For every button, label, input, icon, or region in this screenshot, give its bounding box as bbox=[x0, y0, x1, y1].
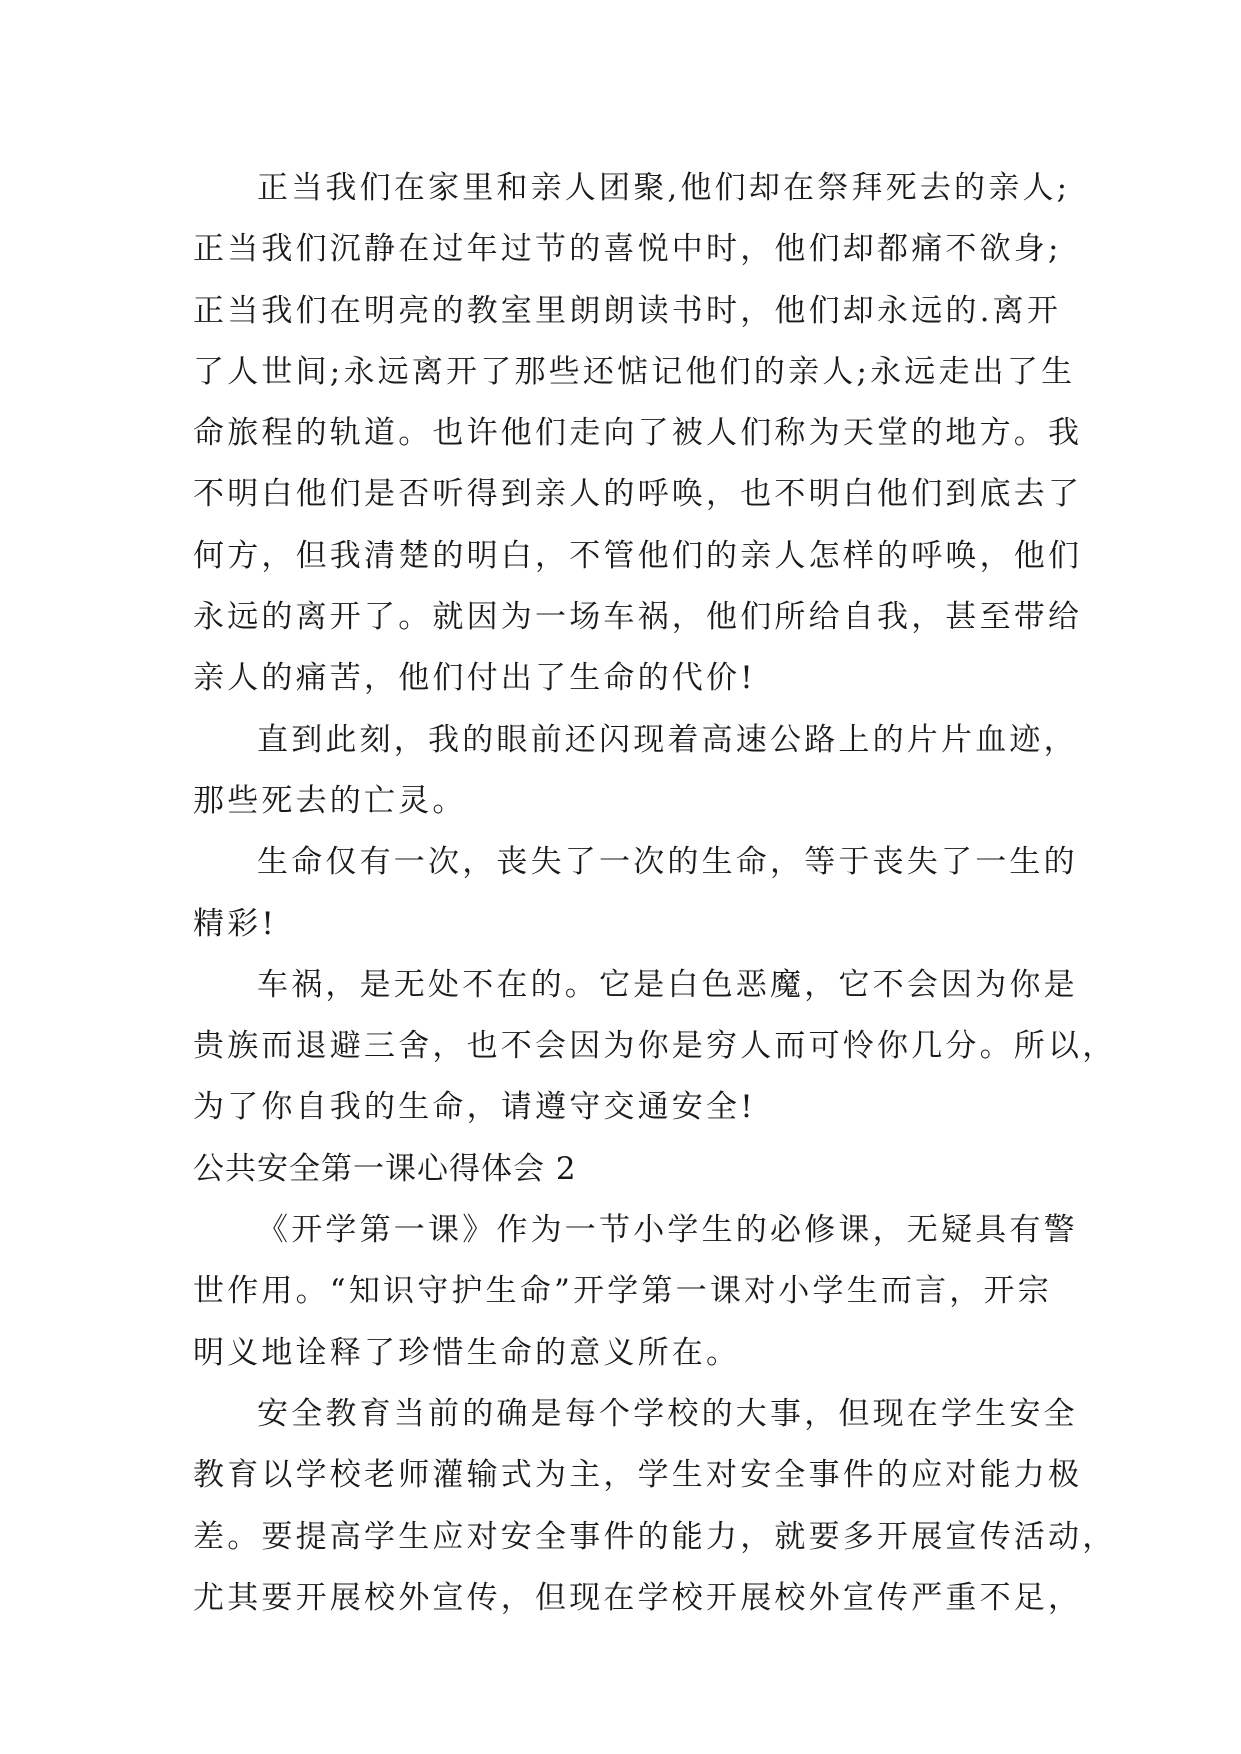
paragraph-grief bbox=[193, 158, 1083, 710]
text-line: 《开学第一课》作为一节小学生的必修课，无疑具有警 bbox=[257, 1212, 1078, 1249]
text-line: 命旅程的轨道。也许他们走向了被人们称为天堂的地方。我 bbox=[193, 415, 1083, 452]
text-line: 正当我们沉静在过年过节的喜悦中时，他们却都痛不欲身; bbox=[193, 231, 1062, 268]
text-line: 贵族而退避三舍，也不会因为你是穷人而可怜你几分。所以， bbox=[193, 1028, 1117, 1065]
text-line: 了人世间;永远离开了那些还惦记他们的亲人;永远走出了生 bbox=[193, 353, 1076, 390]
text-line: 尤其要开展校外宣传，但现在学校开展校外宣传严重不足， bbox=[193, 1579, 1083, 1616]
text-line: 直到此刻，我的眼前还闪现着高速公路上的片片血迹， bbox=[257, 721, 1078, 758]
text-line: 正当我们在明亮的教室里朗朗读书时，他们却永远的.离开 bbox=[193, 292, 1062, 329]
text-line: 永远的离开了。就因为一场车祸，他们所给自我，甚至带给 bbox=[193, 599, 1083, 636]
text-line: 何方，但我清楚的明白，不管他们的亲人怎样的呼唤，他们 bbox=[193, 537, 1083, 574]
paragraph-accident bbox=[193, 955, 1117, 1139]
text-line: 教育以学校老师灌输式为主，学生对安全事件的应对能力极 bbox=[193, 1457, 1083, 1494]
document-body bbox=[193, 158, 1117, 1629]
text-line: 亲人的痛苦，他们付出了生命的代价! bbox=[193, 660, 756, 697]
text-line: 生命仅有一次，丧失了一次的生命，等于丧失了一生的 bbox=[257, 844, 1078, 881]
paragraph-safety-education bbox=[193, 1384, 1117, 1629]
text-line: 车祸，是无处不在的。它是白色恶魔，它不会因为你是 bbox=[257, 966, 1078, 1003]
section-heading: 公共安全第一课心得体会 2 bbox=[193, 1150, 577, 1187]
text-line: 世作用。“知识守护生命”开学第一课对小学生而言，开宗 bbox=[193, 1273, 1052, 1310]
text-line: 正当我们在家里和亲人团聚,他们却在祭拜死去的亲人; bbox=[257, 170, 1071, 206]
text-line: 那些死去的亡灵。 bbox=[193, 782, 467, 819]
paragraph-memory bbox=[193, 710, 1078, 833]
text-line: 精彩! bbox=[193, 905, 278, 942]
text-line: 安全教育当前的确是每个学校的大事，但现在学生安全 bbox=[257, 1395, 1078, 1432]
paragraph-life-once bbox=[193, 832, 1078, 955]
text-line: 为了你自我的生命，请遵守交通安全! bbox=[193, 1089, 756, 1126]
text-line: 明义地诠释了珍惜生命的意义所在。 bbox=[193, 1334, 741, 1371]
paragraph-first-lesson bbox=[193, 1200, 1078, 1384]
text-line: 不明白他们是否听得到亲人的呼唤，也不明白他们到底去了 bbox=[193, 476, 1083, 513]
text-line: 差。要提高学生应对安全事件的能力，就要多开展宣传活动， bbox=[193, 1518, 1117, 1555]
